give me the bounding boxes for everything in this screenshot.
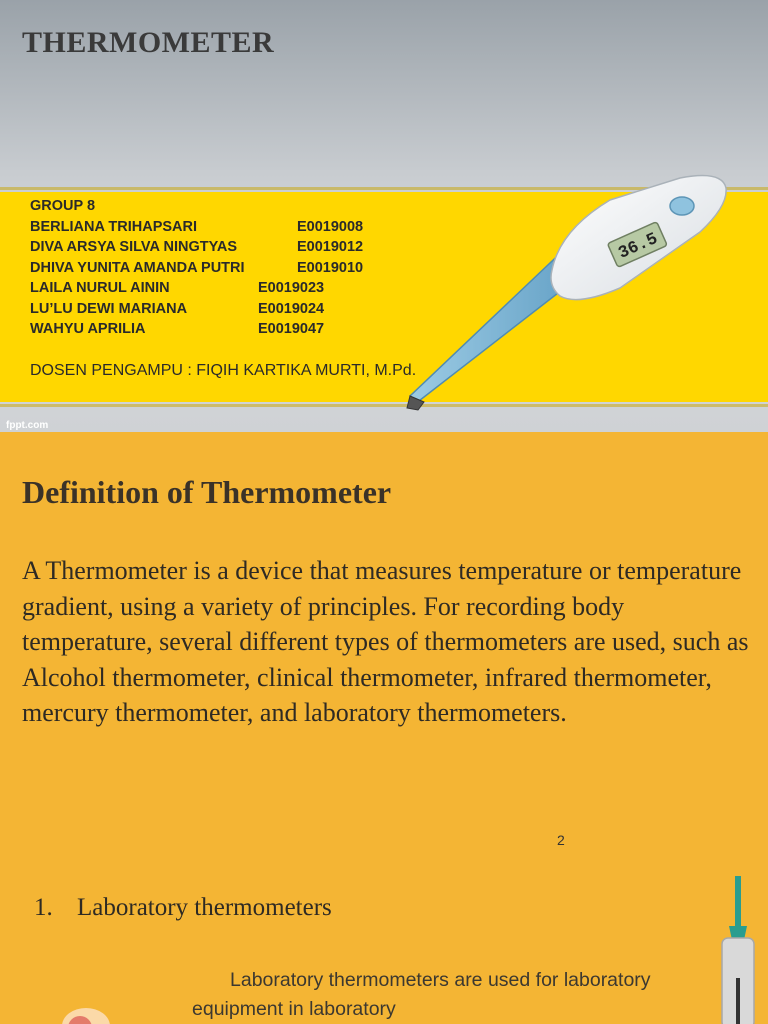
member-id: E0019012 [297, 239, 364, 255]
slide-title: THERMOMETER [22, 26, 275, 59]
watermark: fppt.com [6, 420, 49, 431]
member-id: E0019008 [297, 218, 364, 235]
list-number: 1. [34, 894, 53, 921]
list-item-label: Laboratory thermometers [77, 894, 332, 921]
decorative-icon [60, 1004, 120, 1024]
page-number: 2 [557, 832, 565, 848]
digital-thermometer-icon [0, 0, 768, 432]
member-name: BERLIANA TRIHAPSARI [30, 218, 198, 235]
sub-paragraph [192, 966, 702, 1024]
member-name: WAHYU APRILIA [30, 321, 146, 337]
member-name: LAILA NURUL AININ [30, 280, 170, 296]
lecturer-line: DOSEN PENGAMPU : FIQIH KARTIKA MURTI, M.Pd. [30, 362, 417, 379]
list-item [34, 894, 332, 922]
member-name: LU’LU DEWI MARIANA [30, 300, 188, 317]
definition-paragraph: A Thermometer is a device that measures temperature or temperature gradient, using a variety of principles. For recording body temperature, several different types of thermometers are used, such as Alcohol thermometer, clinical thermometer, infrared thermometer, mercury thermometer, and laboratory thermometers. [22, 556, 749, 727]
title-slide [0, 0, 768, 432]
member-id: E0019024 [258, 300, 325, 317]
group-label: GROUP 8 [30, 198, 96, 214]
member-name: DHIVA YUNITA AMANDA PUTRI [30, 259, 245, 276]
member-name: DIVA ARSYA SILVA NINGTYAS [30, 239, 238, 255]
slide-heading: Definition of Thermometer [22, 474, 392, 510]
member-id: E0019010 [297, 259, 364, 276]
definition-slide [0, 432, 768, 1024]
lab-thermometer-icon [718, 874, 758, 1024]
display-reading: 36.5 [615, 229, 661, 264]
member-id: E0019023 [258, 280, 325, 296]
member-id: E0019047 [258, 321, 325, 337]
sub-paragraph-text: Laboratory thermometers are used for laboratory equipment in laboratory [192, 969, 651, 1020]
